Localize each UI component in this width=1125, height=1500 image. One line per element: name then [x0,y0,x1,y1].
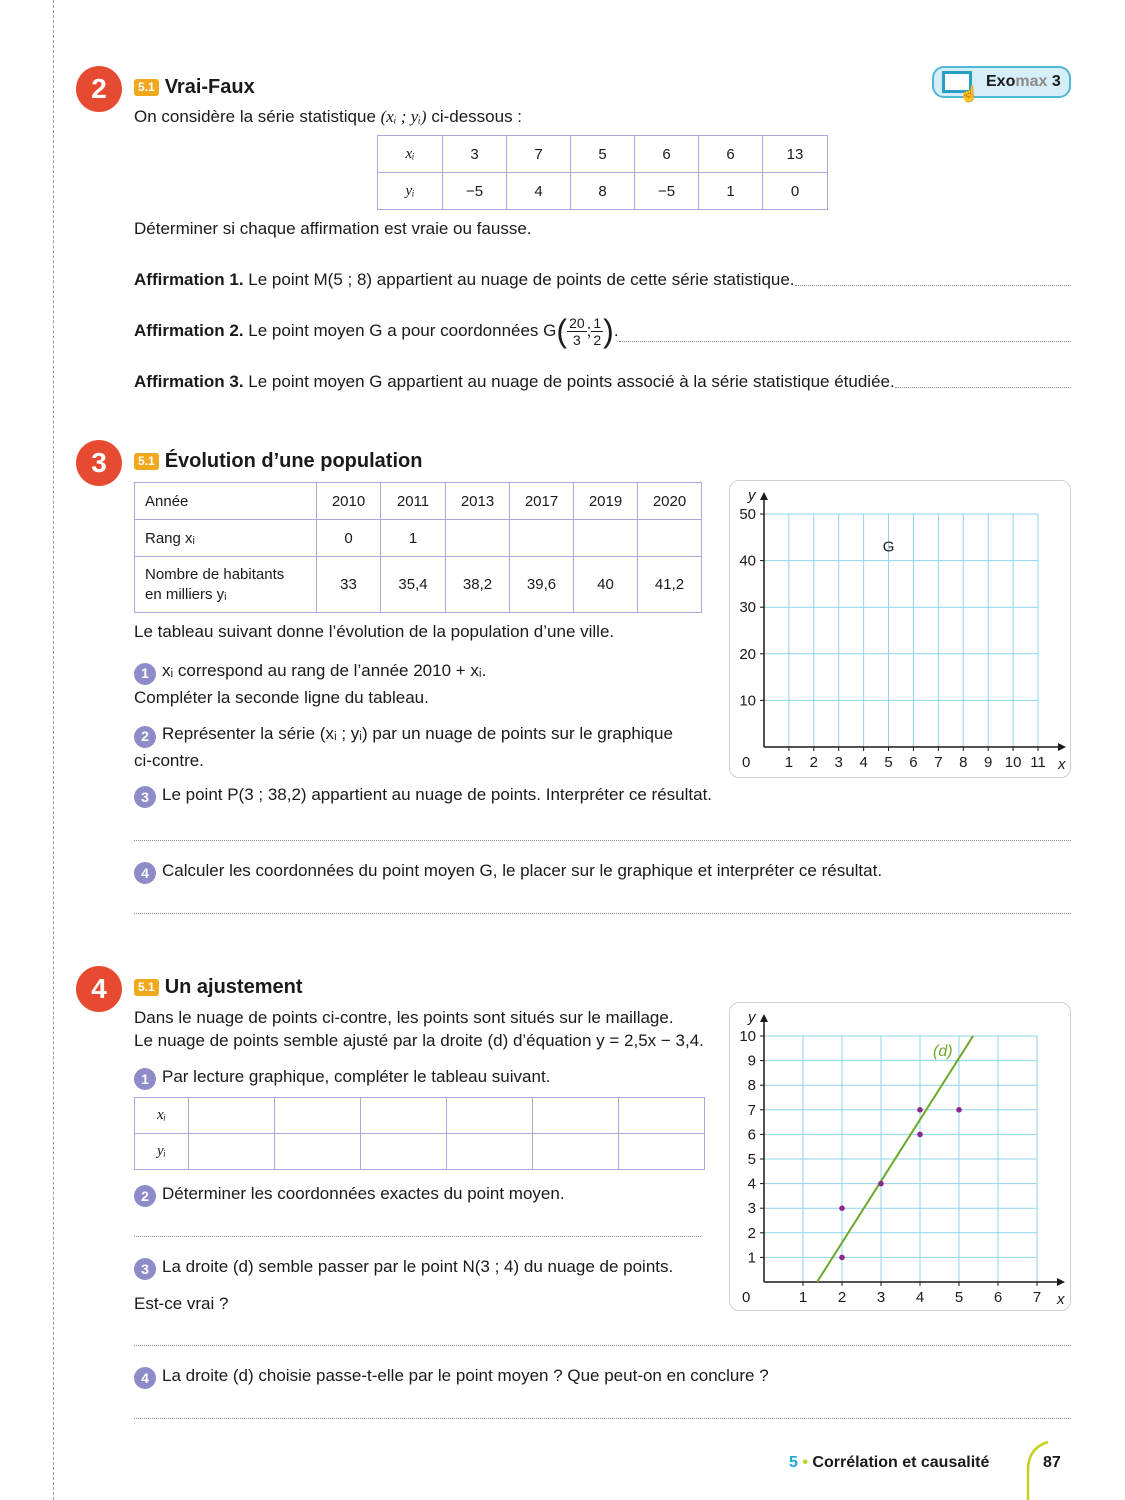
fill-table [134,1097,705,1170]
exercise-header [134,76,255,99]
affirmation-2: Affirmation 2. Le point moyen G a pour coordonnées G ( $\frac{20}{3}$ ; $\frac{1}{2}$ ) . [134,308,1071,354]
y-tick-label: 30 [739,599,756,617]
y-tick-label: 10 [739,1028,756,1045]
x-tick-label: 5 [884,754,893,771]
exercise-intro: Le tableau suivant donne l’évolution de la population d’une ville. [134,622,615,641]
y-tick-label: 2 [747,1224,756,1242]
exercise-title: Vrai-Faux [164,76,255,98]
x-tick-label: 2 [809,754,818,771]
x-tick-label: 6 [909,754,918,771]
exercise-title: Évolution d’une population [164,450,423,472]
question-number: 2 [134,726,156,748]
graph-adjustment [729,1002,1071,1311]
affirmation-3: Affirmation 3. Le point moyen G appartient au nuage de points associé à la série statistique étudiée. [134,371,1071,393]
margin-cut-line [53,0,54,1500]
x-tick-label: 7 [1032,1289,1042,1306]
x-tick-label: 3 [876,1289,886,1306]
table-row: Nombre de habitants en milliers yᵢ 33 35,4 38,2 39,6 40 41,2 [135,557,702,613]
y-tick-label: 8 [747,1077,756,1095]
y-tick-label: 7 [747,1101,756,1119]
origin-label: 0 [742,754,751,771]
data-point [839,1255,845,1261]
x-tick-label: 5 [954,1289,964,1306]
exercise-intro: Dans le nuage de points ci-contre, les points sont situés sur le maillage. Le nuage de points semble ajusté par la droite (d) d’équation y = 2,5x − 3,4. [134,1008,704,1050]
exercise-number-badge: 4 [76,966,122,1012]
y-tick-label: 3 [747,1200,756,1218]
y-axis-arrow [760,492,768,500]
answer-line[interactable] [134,1236,701,1237]
data-table [377,135,828,210]
exercise-number-badge: 2 [76,66,122,112]
skill-tag: 5.1 [134,453,159,470]
table-row: yᵢ [135,1134,705,1170]
x-tick-label: 3 [834,754,843,771]
fill-in-cell[interactable] [574,520,638,557]
answer-line[interactable] [134,1418,1071,1419]
y-tick-label: 6 [747,1126,756,1144]
origin-label: 0 [742,1289,751,1306]
table-row: Année 2010 2011 2013 2017 2019 2020 [135,483,702,520]
fill-in-cell[interactable] [619,1134,705,1170]
x-axis-arrow [1057,1278,1065,1286]
answer-line[interactable] [134,913,1071,914]
fill-in-cell[interactable] [619,1098,705,1134]
data-point [878,1181,884,1187]
instruction-text: Déterminer si chaque affirmation est vraie ou fausse. [134,219,532,238]
y-tick-label: 50 [739,506,756,523]
question-1: 1 xᵢ correspond au rang de l’année 2010 + xᵢ. Compléter la seconde ligne du tableau. [134,661,487,707]
answer-line[interactable] [134,840,1071,841]
x-axis-label: x [1057,1291,1065,1308]
adjustment-chart[interactable] [730,1003,1072,1312]
x-axis-arrow [1058,743,1066,751]
question-2: 2 Déterminer les coordonnées exactes du point moyen. [134,1183,565,1207]
page-number: 87 [1043,1454,1061,1471]
question-number: 1 [134,663,156,685]
answer-line[interactable] [795,269,1071,286]
data-point [956,1107,962,1113]
exercise-intro: On considère la série statistique (xᵢ ; yᵢ) ci-dessous : [134,107,523,126]
table-row: xᵢ [135,1098,705,1134]
exercise-header [134,450,422,473]
affirmation-1: Affirmation 1. Le point M(5 ; 8) appartient au nuage de points de cette série statistique. [134,269,1071,291]
fill-in-cell[interactable] [533,1098,619,1134]
x-axis-label: x [1058,756,1066,773]
answer-line[interactable] [134,1345,1071,1346]
fill-in-cell[interactable] [275,1098,361,1134]
question-3-followup: Est-ce vrai ? [134,1294,229,1313]
x-tick-label: 6 [993,1289,1003,1306]
exercise-number-badge: 3 [76,440,122,486]
y-tick-label: 20 [739,645,756,663]
fill-in-cell[interactable] [510,520,574,557]
fill-in-cell[interactable] [447,1098,533,1134]
population-chart[interactable] [730,481,1072,779]
graph-population [729,480,1071,778]
x-tick-label: 9 [984,754,993,771]
y-tick-label: 1 [747,1249,756,1267]
x-tick-label: 7 [934,754,943,771]
question-number: 1 [134,1068,156,1090]
x-tick-label: 11 [1030,754,1046,771]
x-tick-label: 1 [798,1289,808,1306]
question-number: 3 [134,1258,156,1280]
answer-line[interactable] [619,341,1071,342]
question-3: 3 Le point P(3 ; 38,2) appartient au nuage de points. Interpréter ce résultat. [134,784,712,808]
question-1: 1 Par lecture graphique, compléter le tableau suivant. [134,1066,550,1090]
x-tick-label: 2 [837,1289,847,1306]
fill-in-cell[interactable] [189,1098,275,1134]
question-number: 2 [134,1185,156,1207]
y-tick-label: 4 [747,1175,756,1193]
question-4: 4 Calculer les coordonnées du point moyen G, le placer sur le graphique et interpréter ce résultat. [134,860,882,884]
point-label-G: G [882,538,895,556]
fill-in-cell[interactable] [533,1134,619,1170]
touch-screen-icon: ☝ [942,71,972,93]
x-tick-label: 4 [859,754,868,771]
fill-in-cell[interactable] [446,520,510,557]
y-axis-arrow [760,1014,768,1022]
exomax-label: Exomax 3 [986,73,1061,90]
x-tick-label: 1 [784,754,794,771]
x-tick-label: 8 [959,754,968,771]
table-row: Rang xᵢ 0 1 [135,520,702,557]
fill-in-cell[interactable] [275,1134,361,1170]
data-point [917,1107,923,1113]
population-table [134,482,702,613]
fill-in-cell[interactable] [447,1134,533,1170]
y-tick-label: 9 [747,1052,756,1070]
question-3: 3 La droite (d) semble passer par le point N(3 ; 4) du nuage de points. [134,1256,673,1280]
regression-line-label: (d) [933,1043,953,1060]
fill-in-cell[interactable] [361,1098,447,1134]
question-2: 2 Représenter la série (xᵢ ; yᵢ) par un nuage de points sur le graphique ci-contre. [134,724,673,770]
fill-in-cell[interactable] [361,1134,447,1170]
y-axis-label: y [748,487,756,504]
table-row: xᵢ 3 7 5 6 6 13 [378,136,828,173]
y-axis-label: y [748,1009,756,1026]
exercise-header [134,976,303,999]
question-number: 3 [134,786,156,808]
exomax-button[interactable] [932,66,1071,103]
fill-in-cell[interactable] [638,520,702,557]
fill-in-cell[interactable] [189,1134,275,1170]
data-point [917,1132,923,1138]
exercise-title: Un ajustement [164,976,303,998]
question-number: 4 [134,1367,156,1389]
y-tick-label: 5 [747,1151,756,1168]
skill-tag: 5.1 [134,979,159,996]
question-4: 4 La droite (d) choisie passe-t-elle par le point moyen ? Que peut-on en conclure ? [134,1365,769,1389]
skill-tag: 5.1 [134,79,159,96]
table-row: yᵢ −5 4 8 −5 1 0 [378,173,828,210]
answer-line[interactable] [895,371,1071,388]
question-number: 4 [134,862,156,884]
y-tick-label: 10 [739,692,756,710]
x-tick-label: 4 [915,1289,925,1306]
data-point [839,1205,845,1211]
x-tick-label: 10 [1004,754,1022,771]
y-tick-label: 40 [739,552,756,570]
footer-chapter: 5 • Corrélation et causalité [789,1454,990,1471]
